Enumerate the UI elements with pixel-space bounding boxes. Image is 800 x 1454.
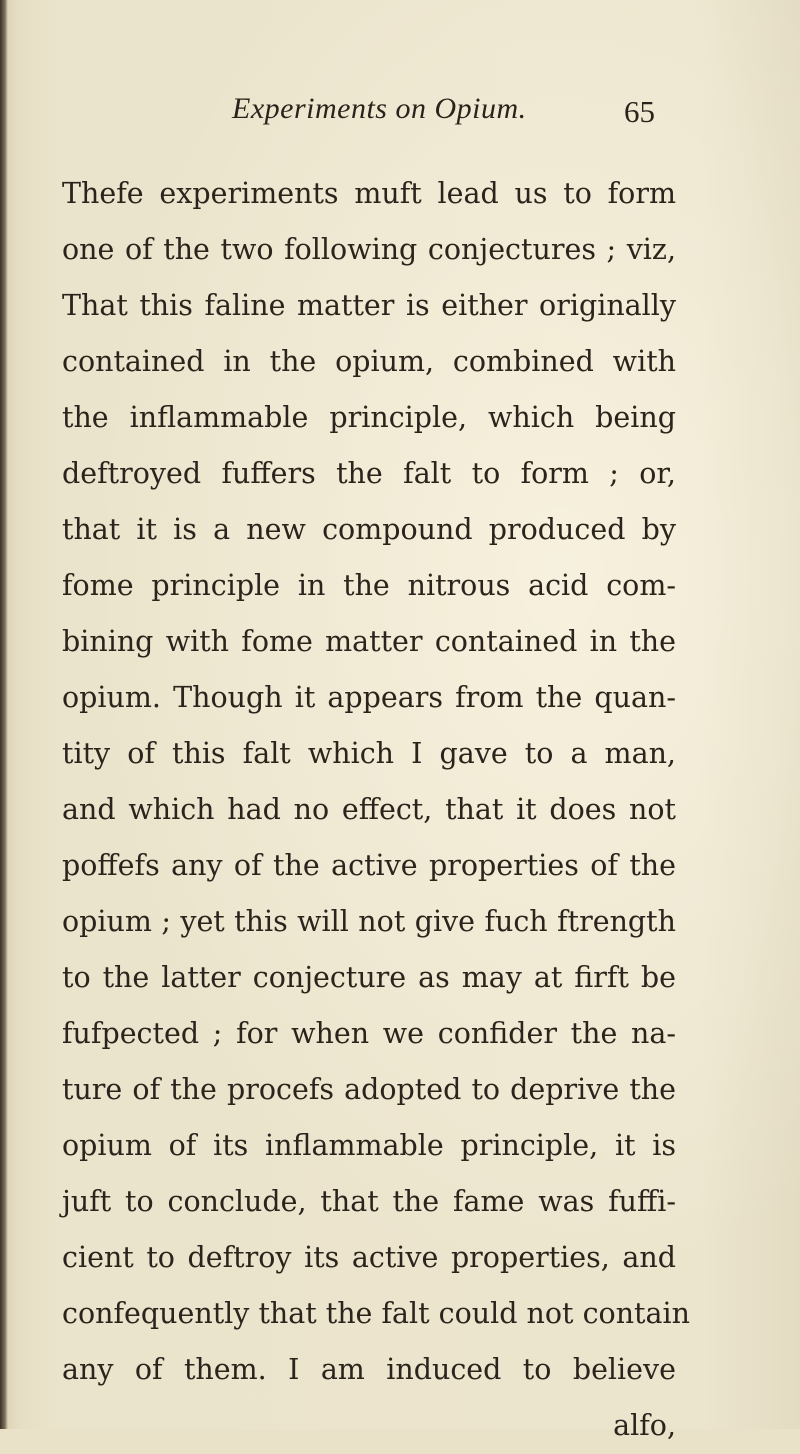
text-line: opium. Though it appears from the quan- [62,681,676,714]
text-line: and which had no effect, that it does not [62,793,676,826]
text-line: Thefe experiments muft lead us to form [62,177,676,210]
running-head-title: Experiments on Opium. [232,92,527,125]
text-line: contained in the opium, combined with [62,345,676,378]
text-line: to the latter conjecture as may at firft be [62,961,676,994]
text-line: deftroyed fuffers the falt to form ; or, [62,457,676,490]
text-line: poffefs any of the active properties of the [62,849,676,882]
text-line: that it is a new compound produced by [62,513,676,546]
catchword: alfo, [613,1409,676,1442]
text-line: the inflammable principle, which being [62,401,676,434]
text-line: cient to deftroy its active properties, and [62,1241,676,1274]
text-line: bining with fome matter contained in the [62,625,676,658]
running-head [0,92,800,132]
text-line: any of them. I am induced to believe [62,1353,676,1386]
text-line: confequently that the falt could not contain [62,1297,690,1330]
body-text [62,166,690,1454]
page-number: 65 [624,94,655,129]
text-line: ture of the procefs adopted to deprive the [62,1073,676,1106]
text-line: opium of its inflammable principle, it is [62,1129,676,1162]
text-line: fufpected ; for when we confider the na- [62,1017,676,1050]
text-line: That this faline matter is either originally [62,289,676,322]
page-binding-edge [0,0,8,1429]
text-line: one of the two following conjectures ; viz, [62,233,676,266]
text-line: juft to conclude, that the fame was fuffi- [62,1185,676,1218]
text-line: opium ; yet this will not give fuch ftrength [62,905,676,938]
text-line: tity of this falt which I gave to a man, [62,737,676,770]
text-line: fome principle in the nitrous acid com- [62,569,676,602]
